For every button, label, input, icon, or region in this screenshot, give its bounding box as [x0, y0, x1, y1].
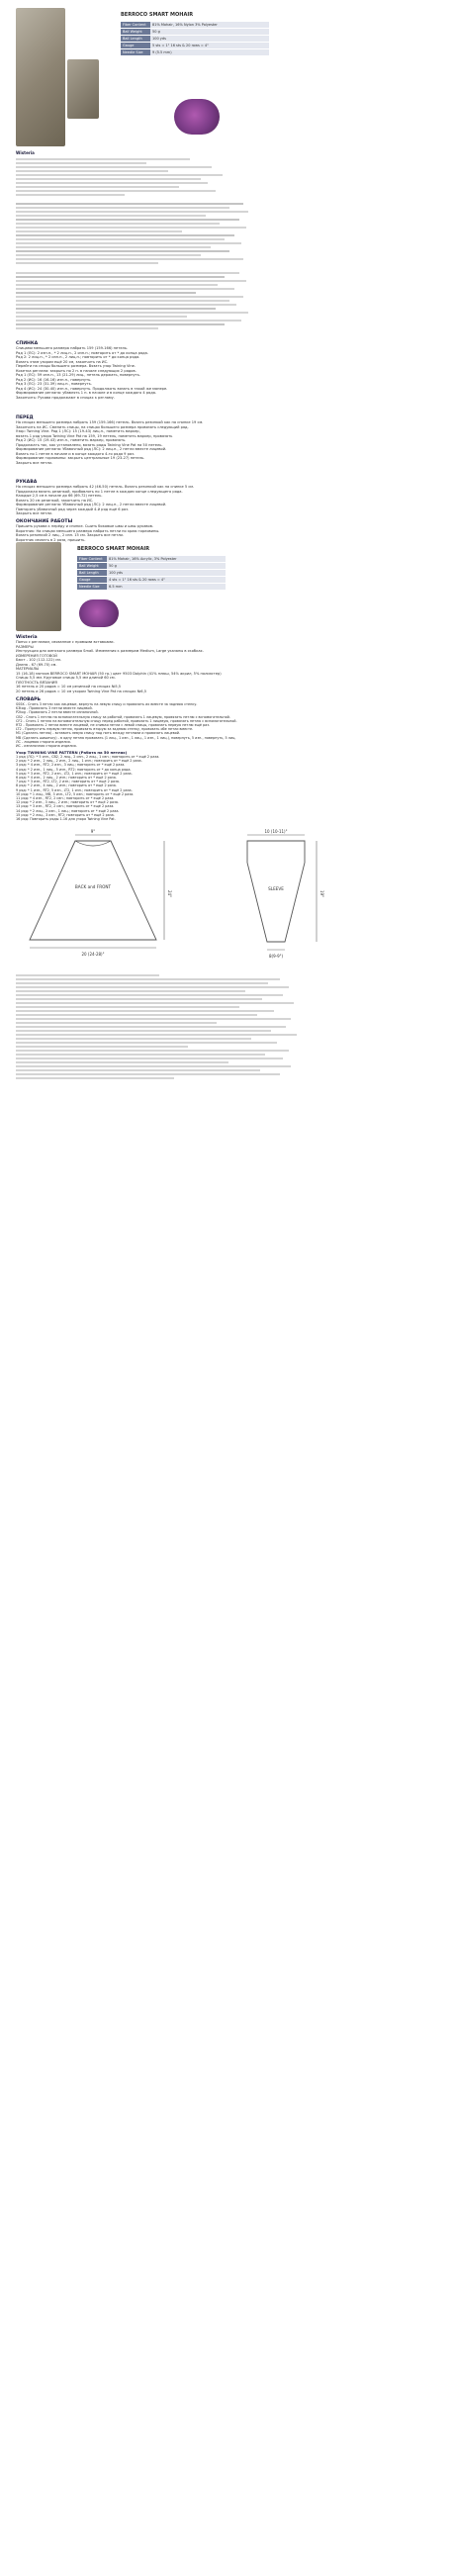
mid-intro-line: 16 петель и 20 рядов = 10 см резинкой на спицах №5,5 [16, 685, 122, 689]
glossary-line: P2tog - Провязать 2 петли вместе изнаночной. [16, 710, 99, 715]
section-sleeves-line: Закрыть все петли. [16, 511, 53, 515]
top-spec-table [121, 22, 269, 56]
glossary-line: CB2 - Снять 1 петлю на вспомогательную спицу за работой, провязать 1 лицевую, провязать петлю с вспомогательной. [16, 714, 230, 719]
glossary [16, 697, 293, 748]
section-back-line: Кокетка реглана: закрыть по 2 п. в начале следующих 2 рядов. [16, 368, 136, 373]
mid-intro-line: Пончо с регланом, связанное с прямыми вставками. [16, 640, 115, 644]
sleeve-top-label: 10 (10-11)" [264, 829, 288, 834]
section-back-line: Перейти на спицы большего размера. Вязать узор Twining Vine. [16, 364, 136, 368]
mid-intro-line: Бюст - 102 (112-122) см. [16, 658, 61, 662]
section-sleeves-line: Повторять убавочный ряд через каждый 4-й ряд ещё 6 раз. [16, 506, 130, 511]
glossary-line: LT2 - Пропустить первую петлю, провязать вторую за заднюю стенку, провязать обе петли вместе. [16, 727, 194, 732]
spec-row-fiber: Fiber Content 81% Mohair, 16% Nylon 3% Polyester [121, 22, 269, 28]
section-front-line: вязать 1 ряд узора Twining Vine Pat на 159, 19 петель, пометить маркер, провязать [16, 433, 173, 438]
mid-spec-row: Fiber Content 81% Mohair, 16% Acrylic, 3% Polyester [77, 556, 226, 562]
glossary-line: M1 (Сделать петлю) - вставить левую спицу под нить между петлями и провязать лицевой. [16, 731, 181, 736]
sleeve-label: SLEEVE [268, 886, 284, 891]
top-pattern-name: Wisteria [16, 150, 35, 155]
mid-intro-line: Спицы 5,5 мм. Круговые спицы 5,5 мм длиной 60 см. [16, 676, 116, 680]
glossary-title: СЛОВАРЬ [16, 697, 42, 702]
section-back-line: Спицами меньшего размера набрать 159 (159-166) петель. [16, 346, 129, 350]
mid-spec-row: Ball Weight 50 g [77, 563, 226, 569]
glossary-line: MB (Сделать шишечку) - в одну петлю провязать (1 лиц., 1 изн., 1 лиц., 1 изн., 1 лиц.), повернуть, 5 изн., повернуть, 5 лиц. [16, 735, 236, 740]
section-back-line: Закончить: Рукава продолжают в спицах к регламу. [16, 395, 115, 400]
section-sleeves-line: На спицах меньшего размера набрать 42 (46-50) петель. Вязать резинкой как на спинке 5 см. [16, 485, 195, 489]
back-front-shape [30, 841, 156, 940]
sleeve-bottom-label: 8(9-9") [268, 954, 284, 959]
twining-row: 1 ряд (ЛС): * 5 изн., CB2, 2 лиц., 2 изн., 2 лиц., 1 изн.; повторить от * ещё 2 раза. [16, 755, 160, 759]
top-body-text-block [16, 203, 253, 266]
twining-row: 10 ряд: * 1 лиц., MB, 3 изн., LT2, 5 изн.; повторить от * ещё 2 раза. [16, 791, 135, 796]
section-front-line: Ряд 2 (ИС): 15 (19-43) изн.п., пометить маркер, провязать. [16, 438, 127, 442]
glossary-line: ИС - изнаночная сторона изделия. [16, 744, 77, 749]
section-front-line: Узор: Twining Vine. Ряд 1 (ЛС): 15 (19-43) лиц.п., пометить маркер, [16, 429, 140, 433]
lower-blank-area [0, 1088, 455, 2576]
model-photo-top-detail [67, 59, 99, 119]
yarn-ball-top [174, 99, 220, 135]
section-back-line: Ряд 3 (ЛС): 23 (31-39) лиц.п., повернуть. [16, 382, 92, 386]
twining-row: 14 ряд: * 2 лиц., 2 изн., 1 лиц.; повторить от * ещё 2 раза. [16, 808, 120, 813]
section-front-line: Вязать по 1 петле в начале и в конце каждого 4-го ряда 9 раз. [16, 451, 136, 456]
twining-row: 16 ряд: Повторить ряды 1-16 для узора Twining Vine Pat. [16, 817, 116, 822]
glossary-line: SSSK - Снять 3 петли как лицевые, вернуть на левую спицу и провязать их вместе за заднюю стенку. [16, 702, 198, 706]
section-back-line: Ряд 2 (ИС): 16 (16-16) изн.п., повернуть. [16, 377, 92, 382]
section-sleeves-line: Формирование реглана: Убавочный ряд (ЛС): 2 лиц.п., 2 петли вместе лицевой. [16, 503, 167, 506]
twining-row: 8 ряд: * 2 изн., 4 лиц., 2 изн.; повторить от * ещё 2 раза. [16, 783, 117, 788]
mid-intro-line: 20 петель и 26 рядов = 10 см узором Twining Vine Pat на спицах №6,5 [16, 689, 146, 693]
section-front-line: Продолжать так, как установлено, вязать ряды Twining Vine Pat на 50 петель. [16, 442, 163, 447]
twining-row: 11 ряд: * 4 изн., RT2, 2 изн.; повторить от * ещё 2 раза. [16, 796, 115, 801]
glossary-line: CF2 - Снять 1 петлю на вспомогательную спицу перед работой, провязать 1 лицевую, провязать петлю с вспомогательной. [16, 718, 237, 723]
section-finishing-line: Воротник связать в 2 раза, пришить. [16, 537, 86, 542]
section-front-title: ПЕРЕД [16, 415, 34, 420]
twining-row: 7 ряд: * 3 изн., RT2, LT2, 2 изн.; повторить от * ещё 2 раза. [16, 780, 121, 784]
spec-row-weight: Ball Weight 50 g [121, 29, 269, 35]
section-sleeves-title: РУКАВА [16, 480, 38, 485]
lower-text-block [16, 974, 303, 1081]
section-back-line: Ряд 4 (ИС): 24 (30-40) изн.п., повернуть. Продолжать вязать в такой же манере. [16, 386, 168, 391]
top-intro-text-block [16, 158, 233, 198]
section-finishing-line: Воротник: На спицах меньшего размера набрать петли по краю горловины. [16, 528, 160, 533]
top-brand-title: BERROCO SMART MOHAIR [121, 12, 194, 18]
section-sleeves-line: Каждые 2,5 см в начале до 66 (69-72) петель. [16, 494, 103, 498]
top-width-label: 9" [90, 829, 96, 834]
mid-intro-line: Инструкция для женского размера Small. Изменения к размерам Medium, Large указаны в скобках. [16, 649, 204, 653]
section-front [16, 415, 263, 465]
section-front-line: На спицах меньшего размера набрать 159 (159-166) петель. Вязать резинкой как на спинке 19 см. [16, 420, 204, 424]
mid-spec-row: Needle Size 6.5 mm [77, 584, 226, 590]
section-back-line: Ряд 2: 2 лиц.п., * 2 изн.п., 2 лиц.п.; повторить от * до конца ряда. [16, 355, 140, 359]
twining-row: 13 ряд: * 3 изн., RT2, 2 изн.; повторить от * ещё 2 раза. [16, 804, 115, 809]
glossary-line: ЛС - лицевая сторона изделия. [16, 739, 71, 744]
section-front-line: Формирование горловины: закрыть центральные 19 (23-27) петель. [16, 456, 145, 460]
mid-intro-title: Wisteria [16, 635, 38, 640]
twining-row: 15 ряд: * 2 лиц., 3 изн., RT2; повторить от * ещё 2 раза. [16, 812, 115, 817]
spec-row-needle: Needle Size 9 (5.5 mm) [121, 49, 269, 55]
mid-intro-line: РАЗМЕРЫ [16, 644, 34, 649]
model-photo-mid [16, 542, 61, 631]
section-sleeves [16, 480, 263, 516]
model-photo-top [16, 8, 65, 146]
section-finishing-title: ОКОНЧАНИЕ РАБОТЫ [16, 519, 73, 524]
section-front-line: Закрыть все петли. [16, 460, 53, 465]
spec-row-length: Ball Length 100 yds [121, 36, 269, 42]
twining-row: 6 ряд: * 4 изн., 2 лиц., 2 изн.; повторить от * ещё 2 раза. [16, 776, 117, 781]
glossary-line: RT2 - Провязать 2 петли вместе лицевой, не снимая петли с левой спицы, провязать первую петлю ещё раз. [16, 723, 211, 728]
twining-title: Узор TWINING VINE PATTERN (Работа на 50 петлях) [16, 750, 128, 755]
section-sleeves-line: Вязать 20 см резинкой, закончить на ИС. [16, 498, 94, 503]
mid-spec-row: Gauge 4 sts = 1" 16 sts & 20 rows = 4" [77, 577, 226, 583]
mid-intro-line: 15 (16-18) мотков BERROCO SMART MOHAIR (50 гр.) цвет 9503 Dolphin (41% плюш, 54% акрил, 5% полиэстер) [16, 671, 222, 676]
mid-spec-row: Ball Length 100 yds [77, 570, 226, 576]
yarn-ball-mid [79, 599, 119, 627]
twining-row: 5 ряд: * 3 изн., RT2, 2 изн., LT2, 1 изн.; повторить от * ещё 2 раза. [16, 771, 133, 776]
section-back [16, 341, 263, 400]
mid-brand-title: BERROCO SMART MOHAIR [77, 546, 150, 552]
twining-row: 9 ряд: * 1 изн., RT2, 5 изн., LT2, 1 изн.; повторить от * ещё 2 раза. [16, 787, 133, 792]
height-label: 24" [167, 890, 172, 897]
sleeve-shape [247, 841, 305, 942]
mid-intro-line: Длина - 67 (69-70) см. [16, 662, 57, 667]
mid-intro-line: ИЗМЕРЕНИЯ ГОТОВОЙ [16, 653, 57, 658]
section-finishing-line: Вязать резинкой 2 лиц., 2 изн. 15 см. Закрыть все петли. [16, 533, 124, 537]
glossary-line: K3tog - Провязать 3 петли вместе лицевой. [16, 706, 93, 711]
mid-intro-line: ПЛОТНОСТЬ ВЯЗАНИЯ [16, 680, 57, 685]
twining-row: 3 ряд: * 4 изн., RT2, 2 изн., 3 лиц.; повторить от * ещё 2 раза. [16, 763, 126, 768]
section-back-title: СПИНКА [16, 341, 39, 346]
section-back-line: Ряд 1 (ЛС): 2 изн.п., * 2 лиц.п., 2 изн.п.; повторить от * до конца ряда. [16, 350, 148, 355]
section-front-line: Формирование реглана: Убавочный ряд (ЛС): 2 лиц.п., 2 петли вместе лицевой. [16, 447, 167, 451]
twining-row: 2 ряд: * 2 изн., 2 лиц., 2 изн., 2 лиц., 1 изн.; повторить от * ещё 2 раза. [16, 759, 142, 764]
twining-vine-pattern [16, 750, 293, 821]
twining-row: 4 ряд: * 2 изн., 1 лиц., 5 изн., RT2; повторить от * до конца ряда. [16, 767, 132, 772]
mid-spec-table [77, 556, 226, 591]
schematic-sleeve [222, 829, 330, 963]
spec-row-gauge: Gauge 5 sts = 1" 16 sts & 20 rows = 4" [121, 43, 269, 48]
section-front-line: Закончить на ИС. Сменить спицы, на спицах большего размера провязать следующий ряд. [16, 424, 189, 429]
mid-intro [16, 635, 293, 693]
section-sleeves-line: Продолжая вязать резинкой, прибавлять по 1 петле в каждом конце следующего ряда. [16, 489, 183, 494]
section-finishing-line: Пришить рукава к перёду и спинке. Сшить боковые швы и швы рукавов. [16, 524, 154, 528]
mid-intro-line: МАТЕРИАЛЫ [16, 667, 40, 671]
bottom-width-label: 20 (24-28)" [81, 952, 105, 957]
back-front-label: BACK and FRONT [74, 884, 112, 889]
twining-row: 12 ряд: * 2 изн., 3 лиц., 2 изн.; повторить от * ещё 2 раза. [16, 800, 120, 805]
section-back-line: Ряд 1 (ЛС): 59 изн.п., 13 (21-29) лиц., петель держать, повернуть. [16, 373, 140, 377]
schematic-back-front [14, 829, 172, 963]
top-body-text-block-2 [16, 272, 253, 331]
sleeve-height-label: 19" [319, 890, 324, 897]
section-back-line: Вязать этим узором ещё 20 см, закончить на ИС. [16, 359, 109, 364]
section-back-line: Формирование реглана: убавлять 1 п. в начале и в конце каждого 4 ряда. [16, 391, 157, 395]
section-finishing [16, 519, 263, 542]
